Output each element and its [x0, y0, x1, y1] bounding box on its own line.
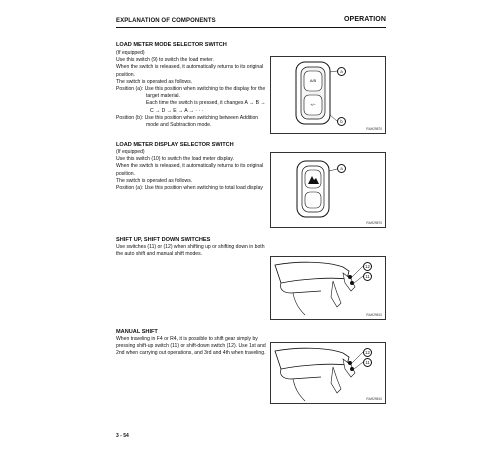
- text-line: pressing shift-up switch (11) or shift-down switch (12). Use 1st and: [116, 343, 266, 350]
- callout-11: 11: [363, 358, 372, 367]
- text-line: When the switch is released, it automatically returns to its original: [116, 163, 264, 170]
- text-line: position.: [116, 170, 135, 177]
- figure-manual-shift: [270, 342, 386, 404]
- text-line: The switch is operated as follows.: [116, 177, 193, 184]
- text-line: (If equipped): [116, 149, 145, 155]
- switch-label-plus-minus: +/−: [310, 102, 316, 107]
- text-line: mode and Subtraction mode.: [146, 122, 212, 129]
- text-line: 2nd when carrying out operations, and 3rd and 4th when traveling.: [116, 350, 266, 357]
- text-line: When traveling in F4 or R4, it is possible to shift gear simply by: [116, 336, 258, 342]
- header-chapter-title: OPERATION: [344, 16, 386, 23]
- figure-display-switch: [270, 152, 386, 228]
- text-line: Use switches (11) or (12) when shifting up or shifting down in both: [116, 244, 265, 250]
- callout-b: b: [337, 117, 346, 126]
- section-title-manual-shift: MANUAL SHIFT: [116, 329, 158, 335]
- callout-12: 12: [363, 262, 372, 271]
- text-line: C → D → E → A → · · ·: [150, 107, 204, 114]
- callout-a: a: [337, 164, 346, 173]
- callout-11: 11: [363, 272, 372, 281]
- section-body-shift-switches: [116, 244, 276, 258]
- figure-shift-switches: [270, 256, 386, 320]
- text-line: Use this switch (9) to switch the load meter.: [116, 57, 214, 64]
- text-line: The switch is operated as follows.: [116, 78, 193, 85]
- figure-code: RAH29810: [366, 397, 382, 401]
- text-line: Use this switch (10) to switch the load meter display.: [116, 156, 234, 163]
- callout-a: a: [337, 67, 346, 76]
- figure-code: RAH29870: [366, 127, 382, 131]
- section-title-shift-switches: SHIFT UP, SHIFT DOWN SWITCHES: [116, 237, 211, 243]
- figure-code: RAH29810: [366, 313, 382, 317]
- section-title-load-meter-mode: LOAD METER MODE SELECTOR SWITCH: [116, 42, 227, 48]
- rocker-switch-illustration: [271, 57, 385, 133]
- section-body-manual-shift: [116, 336, 276, 358]
- text-line: Position (b): Use this position when switching between Addition: [116, 114, 259, 121]
- switch-label-ab: A/B: [309, 78, 317, 83]
- callout-12: 12: [363, 348, 372, 357]
- text-line: (If equipped): [116, 50, 145, 56]
- header-section-title: EXPLANATION OF COMPONENTS: [116, 18, 216, 24]
- section-title-load-meter-display: LOAD METER DISPLAY SELECTOR SWITCH: [116, 142, 234, 148]
- figure-code: RAH29870: [366, 221, 382, 225]
- page-number: 3 - 54: [116, 433, 129, 439]
- text-line: the auto shift and manual shift modes.: [116, 251, 203, 258]
- text-line: position.: [116, 71, 135, 78]
- figure-mode-switch: [270, 56, 386, 134]
- section-body-load-meter-mode: [116, 50, 276, 129]
- text-line: target material.: [146, 93, 180, 100]
- section-body-load-meter-display: [116, 149, 276, 192]
- text-line: Position (a): Use this position when switching to the display for the: [116, 86, 266, 93]
- header-rule: [116, 27, 386, 28]
- text-line: Each time the switch is pressed, it changes A → B →: [146, 100, 266, 107]
- display-switch-illustration: [271, 153, 385, 227]
- text-line: When the switch is released, it automatically returns to its original: [116, 64, 264, 71]
- text-line: Position (a): Use this position when switching to total load display: [116, 185, 263, 192]
